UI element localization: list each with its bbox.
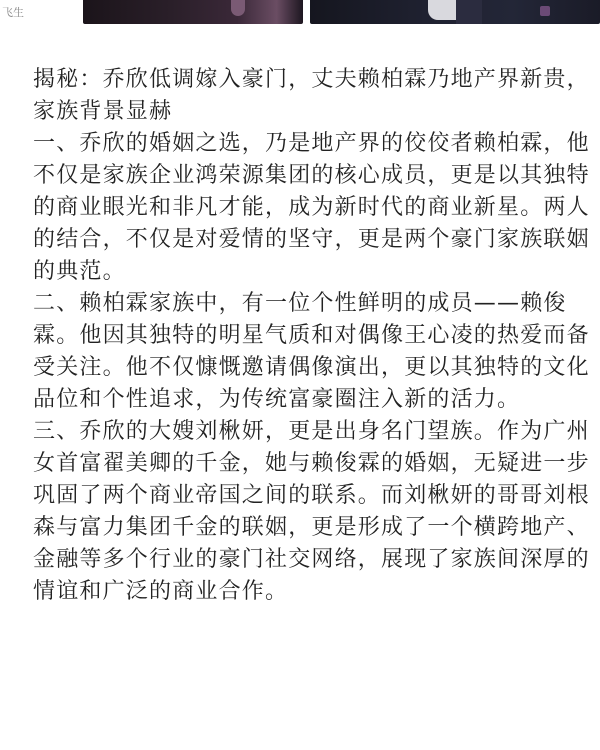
image-caption: 飞生 (2, 6, 24, 19)
article-paragraph-3: 三、乔欣的大嫂刘楸妍，更是出身名门望族。作为广州女首富翟美卿的千金，她与赖俊霖的婚姻，无疑进一步巩固了两个商业帝国之间的联系。而刘楸妍的哥哥刘根森与富力集团千金的联姻，更是形成了一个横跨地产、金融等多个行业的豪门社交网络，展现了家族间深厚的情谊和广泛的商业合作。 (33, 419, 590, 604)
image-strip (0, 0, 600, 30)
photo-detail (540, 6, 550, 16)
photo-thumbnail-right[interactable] (310, 0, 600, 24)
article-title: 揭秘：乔欣低调嫁入豪门，丈夫赖柏霖乃地产界新贵，家族背景显赫 (33, 67, 590, 124)
photo-detail (456, 0, 482, 24)
photo-detail (231, 0, 245, 16)
article-body (33, 64, 593, 608)
article-paragraph-2: 二、赖柏霖家族中，有一位个性鲜明的成员——赖俊霖。他因其独特的明星气质和对偶像王心凌的热爱而备受关注。他不仅慷慨邀请偶像演出，更以其独特的文化品位和个性追求，为传统富豪圈注入新的活力。 (33, 291, 590, 412)
photo-thumbnail-left[interactable] (83, 0, 303, 24)
article-paragraph-1: 一、乔欣的婚姻之选，乃是地产界的佼佼者赖柏霖，他不仅是家族企业鸿荣源集团的核心成员，更是以其独特的商业眼光和非凡才能，成为新时代的商业新星。两人的结合，不仅是对爱情的坚守，更是两个豪门家族联姻的典范。 (33, 131, 590, 284)
